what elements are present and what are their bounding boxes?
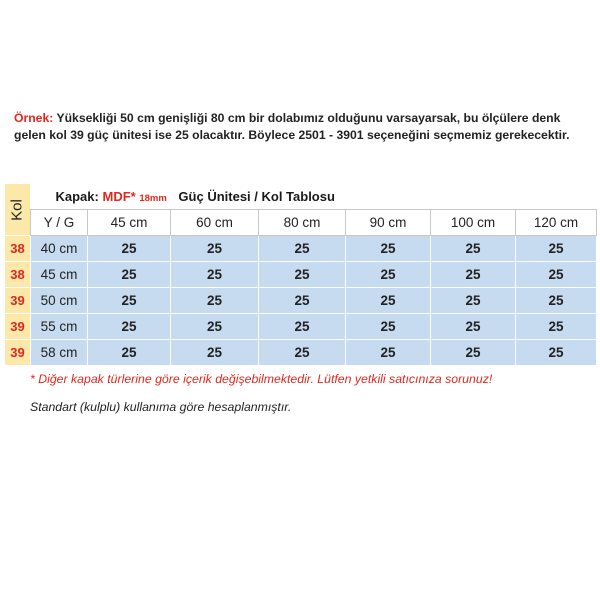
example-lead: Örnek: xyxy=(14,111,54,125)
table-cell: 25 xyxy=(171,288,259,314)
table-cell: 25 xyxy=(346,288,431,314)
kol-header-label: Kol xyxy=(8,198,26,221)
table-cell: 25 xyxy=(88,288,171,314)
width-header: 100 cm xyxy=(431,210,516,236)
kol-value: 39 xyxy=(5,340,31,366)
table-cell: 25 xyxy=(88,340,171,366)
width-header: 60 cm xyxy=(171,210,259,236)
height-label: 50 cm xyxy=(31,288,88,314)
kol-header xyxy=(5,184,31,236)
table-cell: 25 xyxy=(88,314,171,340)
header-row xyxy=(5,210,597,236)
table-cell: 25 xyxy=(516,340,597,366)
standard-usage-note: Standart (kulplu) kullanıma göre hesaplanmıştır. xyxy=(30,400,292,414)
table-cell: 25 xyxy=(346,236,431,262)
table-row xyxy=(5,262,597,288)
table-cell: 25 xyxy=(259,314,346,340)
example-paragraph xyxy=(14,110,589,144)
table-cell: 25 xyxy=(346,262,431,288)
table-cell: 25 xyxy=(171,314,259,340)
power-unit-table xyxy=(4,184,597,366)
height-label: 55 cm xyxy=(31,314,88,340)
cover-type: MDF* xyxy=(102,189,136,204)
kol-value: 39 xyxy=(5,314,31,340)
table-row xyxy=(5,236,597,262)
table-cell: 25 xyxy=(431,340,516,366)
width-header: 120 cm xyxy=(516,210,597,236)
kol-value: 39 xyxy=(5,288,31,314)
corner-label: Y / G xyxy=(31,210,88,236)
table-row xyxy=(5,340,597,366)
example-text: Yüksekliği 50 cm genişliği 80 cm bir dolabımız olduğunu varsayarsak, bu ölçülere denk gelen kol 39 güç ünitesi ise 25 olacaktır. Böylece 2501 - 3901 seçeneğini seçmemiz gerekecektir. xyxy=(14,111,570,142)
table-cell: 25 xyxy=(88,262,171,288)
table-cell: 25 xyxy=(259,340,346,366)
cover-warning-note: * Diğer kapak türlerine göre içerik değişebilmektedir. Lütfen yetkili satıcınıza sorunuz! xyxy=(30,372,493,386)
table-cell: 25 xyxy=(516,236,597,262)
table-cell: 25 xyxy=(171,262,259,288)
width-header: 80 cm xyxy=(259,210,346,236)
kol-value: 38 xyxy=(5,262,31,288)
kol-value: 38 xyxy=(5,236,31,262)
table-cell: 25 xyxy=(259,236,346,262)
table-cell: 25 xyxy=(431,288,516,314)
table-cell: 25 xyxy=(346,340,431,366)
height-label: 40 cm xyxy=(31,236,88,262)
table-cell: 25 xyxy=(516,314,597,340)
height-label: 58 cm xyxy=(31,340,88,366)
table-cell: 25 xyxy=(431,314,516,340)
table-cell: 25 xyxy=(516,262,597,288)
table-cell: 25 xyxy=(431,262,516,288)
table-cell: 25 xyxy=(171,340,259,366)
table-cell: 25 xyxy=(259,262,346,288)
cover-thickness: 18mm xyxy=(139,193,167,204)
table-cell: 25 xyxy=(516,288,597,314)
table-cell: 25 xyxy=(346,314,431,340)
width-header: 90 cm xyxy=(346,210,431,236)
table-row xyxy=(5,314,597,340)
table-title xyxy=(31,184,597,210)
table-cell: 25 xyxy=(431,236,516,262)
table-cell: 25 xyxy=(259,288,346,314)
table-cell: 25 xyxy=(171,236,259,262)
width-header: 45 cm xyxy=(88,210,171,236)
table-row xyxy=(5,288,597,314)
cover-label: Kapak: xyxy=(55,189,99,204)
height-label: 45 cm xyxy=(31,262,88,288)
table-name: Güç Ünitesi / Kol Tablosu xyxy=(178,189,335,204)
table-cell: 25 xyxy=(88,236,171,262)
